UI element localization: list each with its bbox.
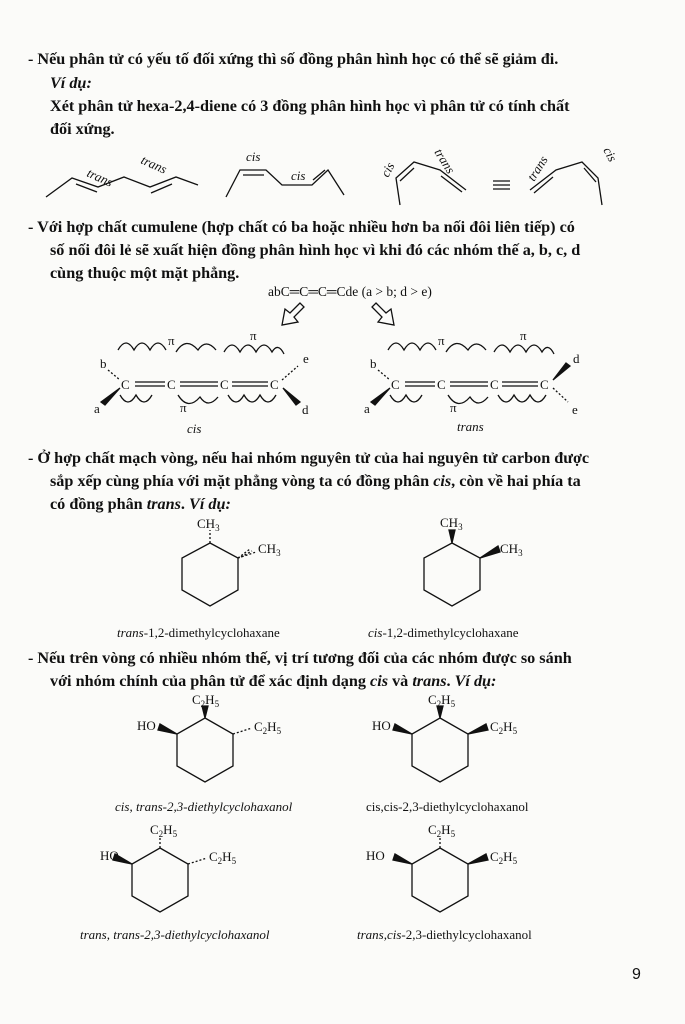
svg-text:C2H5: $C_2H_5$ — [428, 822, 456, 839]
para1-example-label: Ví dụ: — [50, 74, 92, 92]
svg-text:HO: HO — [372, 718, 391, 733]
svg-text:C2H5: $C_2H_5$ — [428, 692, 456, 709]
substituent-a: a — [364, 401, 370, 416]
trans-dimethyl-caption: trans-1,2-dimethylcyclohaxane — [117, 625, 280, 640]
substituent-d: d — [302, 402, 309, 417]
cis-label: cis — [246, 149, 261, 164]
para1-line2: Xét phân tử hexa-2,4-diene có 3 đồng phân hình học vì phân tử có tính chất — [50, 97, 570, 115]
para1-line1: - Nếu phân tử có yếu tố đối xứng thì số đồng phân hình học có thể sẽ giảm đi. — [28, 50, 559, 68]
substituent-d: d — [573, 351, 580, 366]
cis-label: cis — [377, 159, 398, 180]
trans-trans-diethylcyclohexanol — [100, 822, 237, 912]
carbon-atom: C — [167, 377, 176, 392]
para3-line3: có đồng phân trans. Ví dụ: — [50, 495, 231, 513]
svg-text:C2H5: $C_2H_5$ — [490, 849, 518, 866]
para1-line3: đối xứng. — [50, 120, 115, 138]
pi-label: π — [438, 333, 445, 348]
pi-label: π — [250, 328, 257, 343]
trans-cis-diethylcyclohexanol — [366, 822, 518, 912]
cumulene-formula: abC═C═C═Cde (a > b; d > e) — [268, 284, 432, 299]
pi-label: π — [520, 328, 527, 343]
svg-text:HO: HO — [137, 718, 156, 733]
trans-label: trans — [431, 145, 459, 177]
substituent-b: b — [370, 356, 377, 371]
para3-line1: - Ở hợp chất mạch vòng, nếu hai nhóm nguyên tử của hai nguyên tử carbon được — [28, 449, 590, 467]
para2-line3: cùng thuộc một mặt phẳng. — [50, 264, 240, 282]
svg-text:C2H5: $C_2H_5$ — [209, 849, 237, 866]
trans-cis-caption: trans,cis-2,3-diethylcyclohaxanol — [357, 927, 532, 942]
svg-text:HO: HO — [100, 848, 119, 863]
carbon-atom: C — [437, 377, 446, 392]
svg-text:C2H5: $C_2H_5$ — [192, 692, 220, 709]
cis-label: cis — [291, 168, 306, 183]
trans-label: trans — [523, 152, 551, 184]
carbon-atom: C — [121, 377, 130, 392]
substituent-e: e — [572, 402, 578, 417]
methyl-group: $CH_3$ — [500, 541, 523, 558]
cis-trans-diethylcyclohexanol — [137, 692, 282, 782]
cumulene-cis-caption: cis — [187, 421, 202, 436]
pi-label: π — [168, 333, 175, 348]
cis-cis-diethylcyclohexanol — [372, 692, 518, 782]
trans-label: trans — [84, 165, 116, 190]
para3-line2: sắp xếp cùng phía với mặt phẳng vòng ta có đồng phân cis, còn về hai phía ta — [50, 472, 581, 490]
carbon-atom: C — [391, 377, 400, 392]
svg-text:C2H5: $C_2H_5$ — [490, 719, 518, 736]
pi-label: π — [450, 400, 457, 415]
carbon-atom: C — [540, 377, 549, 392]
carbon-atom: C — [490, 377, 499, 392]
methyl-group: $CH_3$ — [440, 515, 463, 532]
carbon-atom: C — [220, 377, 229, 392]
cis-trans-caption: cis, trans-2,3-diethylcyclohaxanol — [115, 799, 293, 814]
para4-line2: với nhóm chính của phân tử để xác định dạng cis và trans. Ví dụ: — [50, 672, 497, 690]
pi-label: π — [180, 400, 187, 415]
svg-text:HO: HO — [366, 848, 385, 863]
para2-line1: - Với hợp chất cumulene (hợp chất có ba hoặc nhiều hơn ba nối đôi liên tiếp) có — [28, 218, 575, 236]
para4-line1: - Nếu trên vòng có nhiều nhóm thế, vị trí tương đối của các nhóm được so sánh — [28, 649, 572, 667]
cumulene-trans-caption: trans — [457, 419, 484, 434]
page-number: 9 — [632, 966, 641, 983]
trans-trans-caption: trans, trans-2,3-diethylcyclohaxanol — [80, 927, 270, 942]
methyl-group: $CH_3$ — [258, 541, 281, 558]
para2-line2: số nối đôi lẻ sẽ xuất hiện đồng phân hình học vì khi đó các nhóm thế a, b, c, d — [50, 241, 581, 259]
cis-cis-caption: cis,cis-2,3-diethylcyclohaxanol — [366, 799, 529, 814]
substituent-a: a — [94, 401, 100, 416]
cis-dimethyl-caption: cis-1,2-dimethylcyclohaxane — [368, 625, 519, 640]
svg-text:C2H5: $C_2H_5$ — [254, 719, 282, 736]
svg-text:C2H5: $C_2H_5$ — [150, 822, 178, 839]
substituent-e: e — [303, 351, 309, 366]
cis-label: cis — [600, 144, 621, 165]
carbon-atom: C — [270, 377, 279, 392]
methyl-group: $CH_3$ — [197, 516, 220, 533]
trans-label: trans — [138, 152, 170, 177]
substituent-b: b — [100, 356, 107, 371]
